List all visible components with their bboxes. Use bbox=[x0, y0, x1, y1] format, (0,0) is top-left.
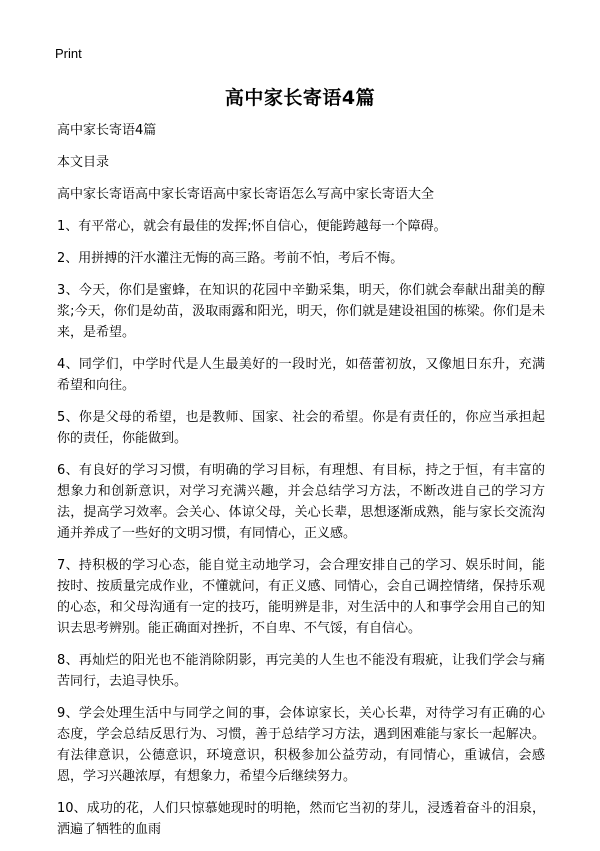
document-title: 高中家长寄语4篇 bbox=[224, 87, 376, 109]
toc-label: 本文目录 bbox=[57, 155, 110, 170]
paragraph-9: 9、学会处理生活中与同学之间的事，会体谅家长，关心长辈，对待学习有正确的心态度，学会总结反思行为、习惯，善于总结学习方法，遇到困难能与家长一起解决。有法律意识，公德意识，环境意识，积极参加公益劳动，有同情心，重诚信，会感恩，学习兴趣浓厚，有想象力，希望今后继续努力。 bbox=[57, 706, 545, 784]
paragraph-6: 6、有良好的学习习惯，有明确的学习目标，有理想、有目标，持之于恒，有丰富的想象力和创新意识，对学习充满兴趣，并会总结学习方法，不断改进自己的学习方法，提高学习效率。会关心、体谅父母，关心长辈，思想逐渐成熟，能与家长交流沟通并养成了一些好的文明习惯，有同情心，正义感。 bbox=[57, 463, 545, 541]
paragraph-7: 7、持积极的学习心态，能自觉主动地学习，会合理安排自己的学习、娱乐时间，能按时、按质量完成作业，不懂就问，有正义感、同情心，会自己调控情绪，保持乐观的心态，和父母沟通有一定的技巧，能明辨是非，对生活中的人和事学会用自己的知识去思考辨别。能正确面对挫折，不自卑、不气馁，有自信心。 bbox=[57, 558, 545, 636]
document-subtitle: 高中家长寄语4篇 bbox=[57, 123, 157, 138]
paragraph-5: 5、你是父母的希望，也是教师、国家、社会的希望。你是有责任的，你应当承担起你的责任，你能做到。 bbox=[57, 410, 545, 446]
paragraph-10: 10、成功的花，人们只惊慕她现时的明艳，然而它当初的芽儿，浸透着奋斗的泪泉，洒遍了牺牲的血雨 bbox=[57, 801, 545, 837]
paragraph-2: 2、用拼搏的汗水灌注无悔的高三路。考前不怕，考后不悔。 bbox=[57, 251, 404, 266]
paragraph-8: 8、再灿烂的阳光也不能消除阴影，再完美的人生也不能没有瑕疵，让我们学会与痛苦同行，去追寻快乐。 bbox=[57, 653, 545, 689]
paragraph-4: 4、同学们，中学时代是人生最美好的一段时光，如蓓蕾初放，又像旭日东升，充满希望和向往。 bbox=[57, 357, 545, 393]
paragraph-1: 1、有平常心，就会有最佳的发挥;怀自信心，便能跨越每一个障碍。 bbox=[57, 219, 447, 234]
print-link[interactable]: Print bbox=[55, 46, 82, 61]
paragraph-3: 3、今天，你们是蜜蜂，在知识的花园中辛勤采集，明天，你们就会奉献出甜美的醇浆;今天，你们是幼苗，汲取雨露和阳光，明天，你们就是建设祖国的栋梁。你们是未来，是希望。 bbox=[57, 283, 545, 340]
toc-line: 高中家长寄语高中家长寄语高中家长寄语怎么写高中家长寄语大全 bbox=[57, 187, 435, 202]
document-body bbox=[57, 120, 545, 851]
